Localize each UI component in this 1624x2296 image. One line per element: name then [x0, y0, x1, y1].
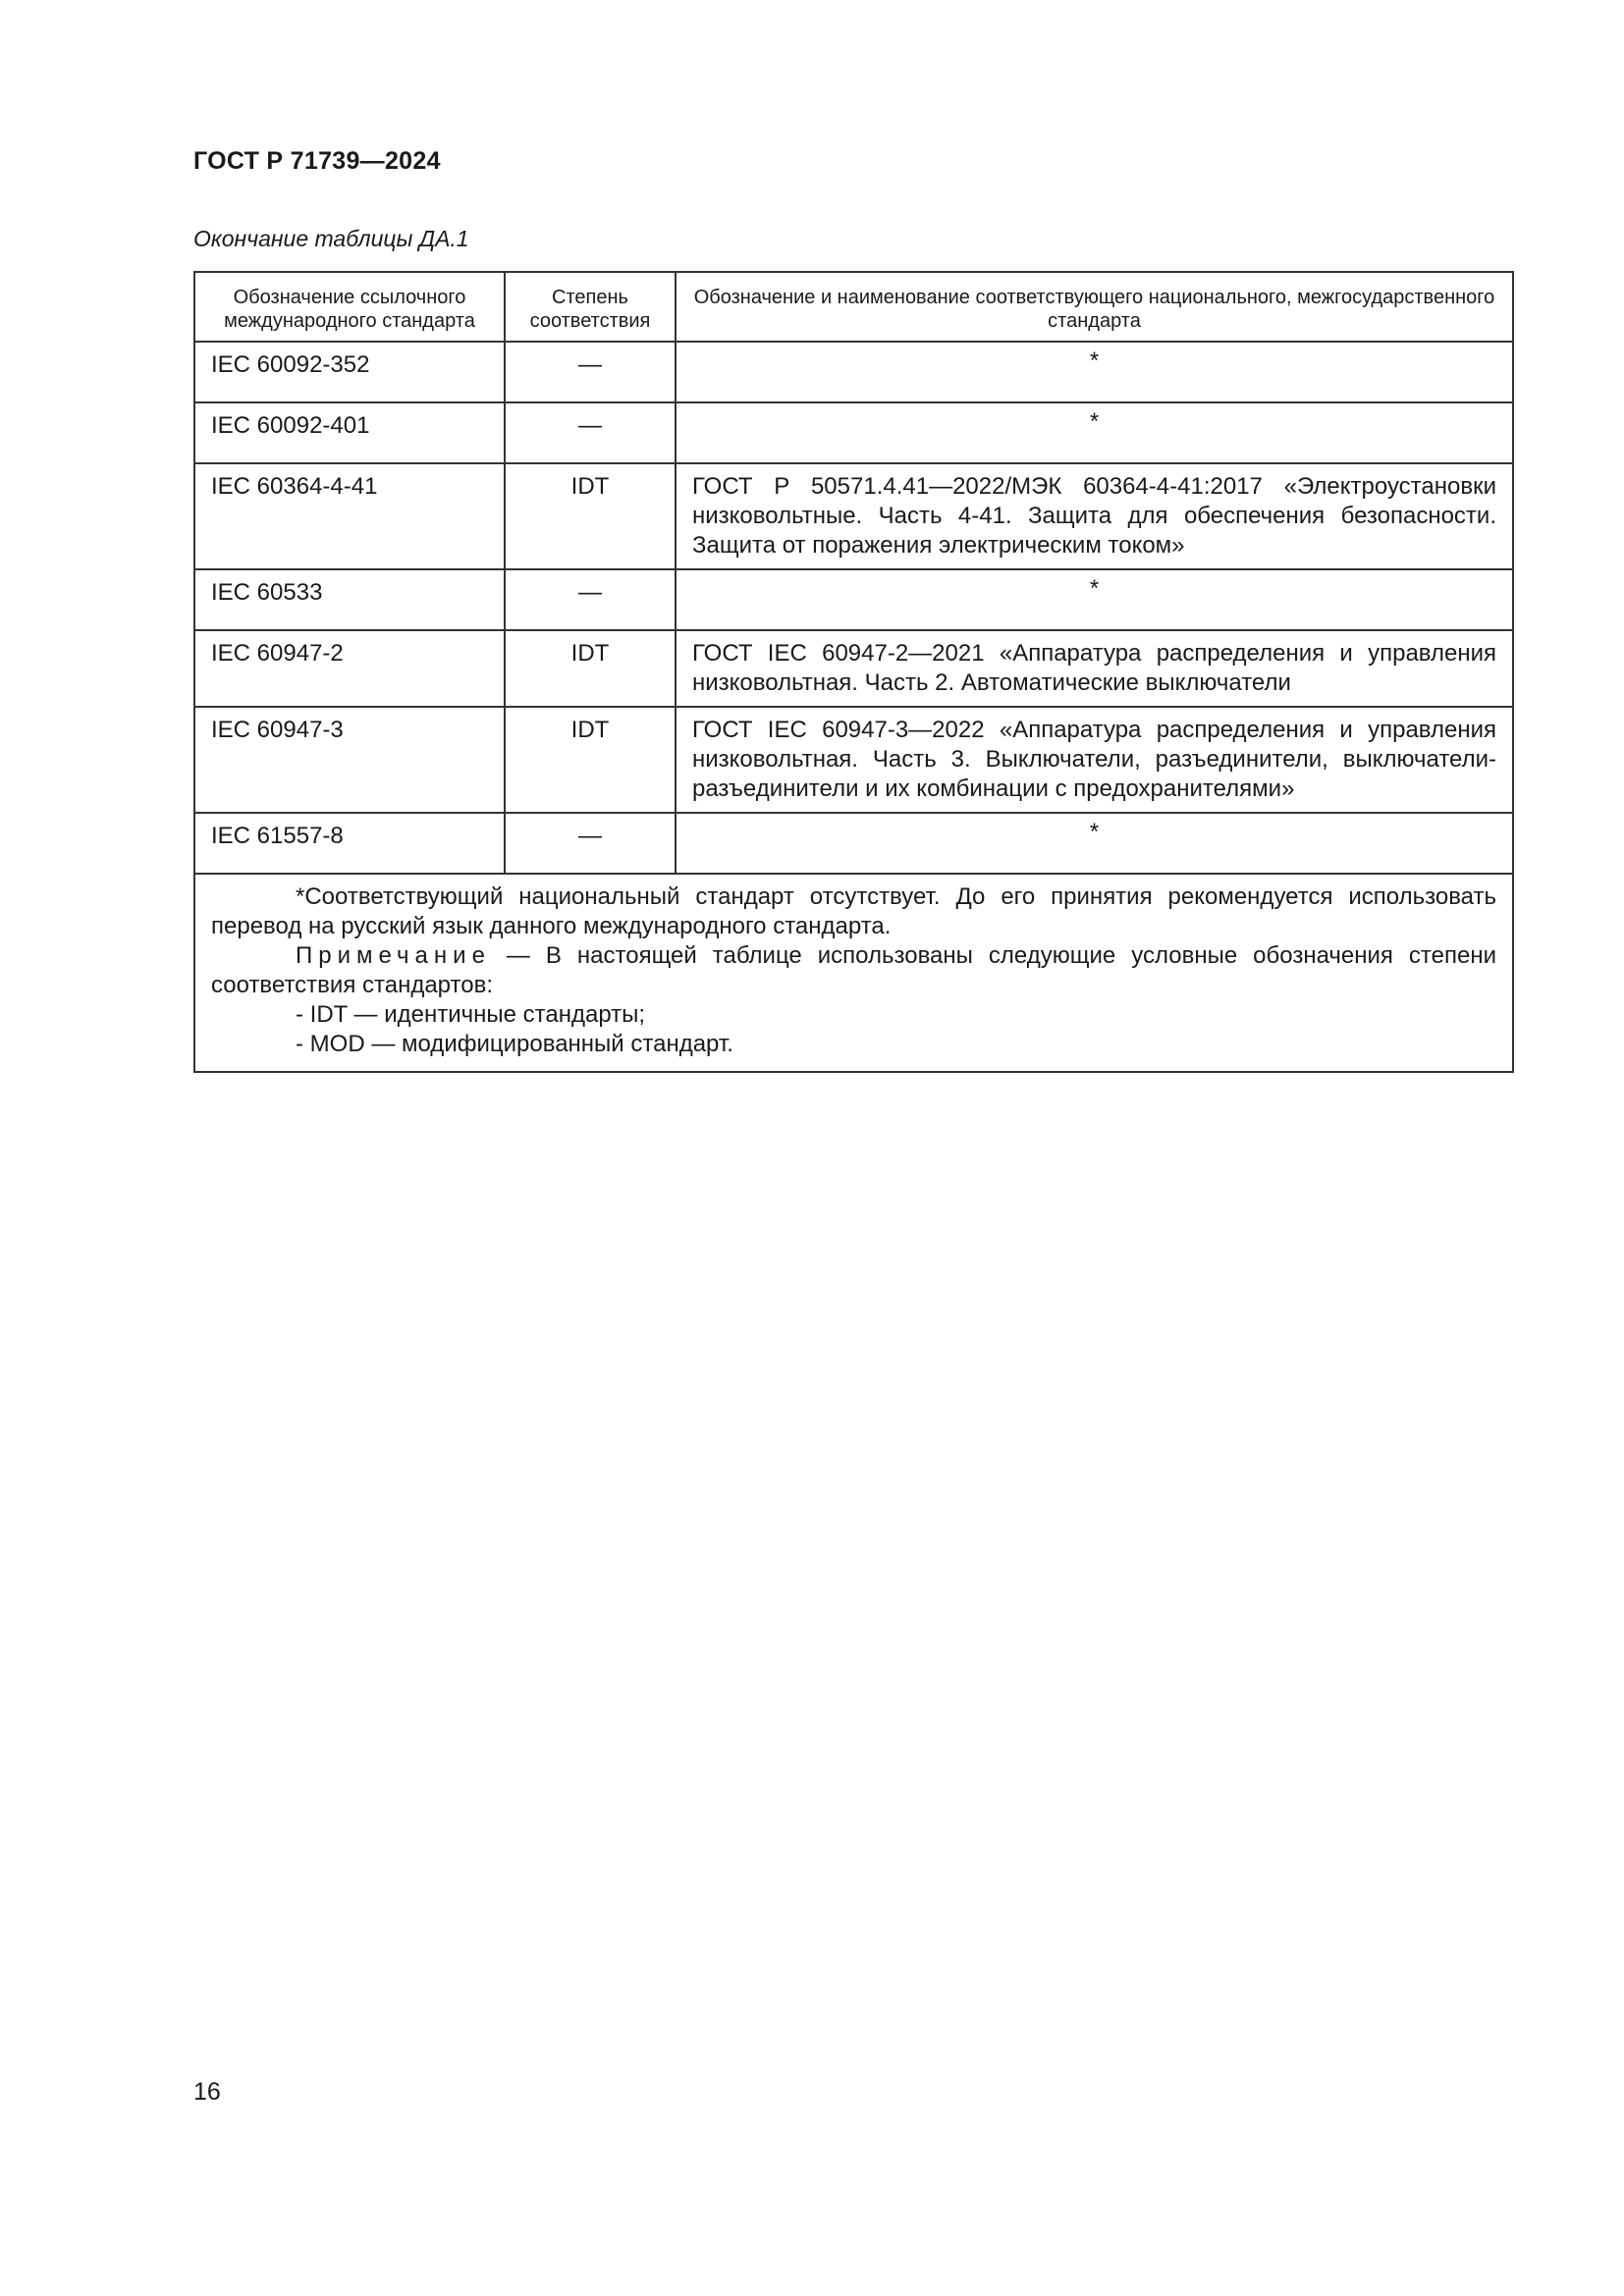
table-row	[194, 813, 1513, 874]
cell-reference: IEC 60364-4-41	[194, 463, 505, 569]
note-text: — В настоящей таблице использованы следующие условные обозначения степени соответствия стандартов:	[211, 942, 1496, 998]
cell-title: *	[676, 813, 1513, 874]
cell-title: *	[676, 402, 1513, 463]
table-row	[194, 463, 1513, 569]
table-row	[194, 569, 1513, 630]
cell-degree: —	[505, 342, 676, 402]
note-paragraph	[211, 941, 1496, 1000]
page-number: 16	[193, 2078, 221, 2106]
document-code: ГОСТ Р 71739—2024	[193, 147, 441, 175]
table-row	[194, 342, 1513, 402]
cell-reference: IEC 60533	[194, 569, 505, 630]
cell-degree: IDT	[505, 463, 676, 569]
cell-degree: —	[505, 569, 676, 630]
cell-degree: —	[505, 402, 676, 463]
table-caption: Окончание таблицы ДА.1	[193, 226, 469, 251]
column-header-national-standard: Обозначение и наименование соответствующего национального, межгосударственного стандарта	[676, 272, 1513, 342]
cell-reference: IEC 60947-2	[194, 630, 505, 707]
cell-title: *	[676, 569, 1513, 630]
cell-degree: —	[505, 813, 676, 874]
note-label: Примечание	[296, 942, 491, 969]
cell-title: *	[676, 342, 1513, 402]
cell-reference: IEC 60947-3	[194, 707, 505, 813]
footnote-text: *Соответствующий национальный стандарт отсутствует. До его принятия рекомендуется использовать перевод на русский язык данного международного стандарта.	[211, 883, 1496, 939]
table-notes	[194, 874, 1513, 1072]
cell-title: ГОСТ IEC 60947-2—2021 «Аппаратура распределения и управления низковольтная. Часть 2. Автоматические выключатели	[676, 630, 1513, 707]
table-row	[194, 630, 1513, 707]
cell-title: ГОСТ IEC 60947-3—2022 «Аппаратура распределения и управления низковольтная. Часть 3. Выключатели, разъединители, выключатели-разъединители и их комбинации с предохранителями»	[676, 707, 1513, 813]
cell-reference: IEC 60092-401	[194, 402, 505, 463]
table-row	[194, 707, 1513, 813]
table-row	[194, 402, 1513, 463]
cell-reference: IEC 61557-8	[194, 813, 505, 874]
cell-title: ГОСТ Р 50571.4.41—2022/МЭК 60364-4-41:2017 «Электроустановки низковольтные. Часть 4-41. Защита для обеспечения безопасности. Защита от поражения электрическим током»	[676, 463, 1513, 569]
cell-reference: IEC 60092-352	[194, 342, 505, 402]
column-header-international-standard: Обозначение ссылочного международного стандарта	[194, 272, 505, 342]
legend-item: - MOD — модифицированный стандарт.	[296, 1031, 733, 1057]
legend-item: - IDT — идентичные стандарты;	[296, 1001, 646, 1028]
reference-standards-table	[193, 271, 1514, 1073]
table-notes-row	[194, 874, 1513, 1072]
cell-degree: IDT	[505, 630, 676, 707]
table-header-row	[194, 272, 1513, 342]
column-header-degree: Степень соответствия	[505, 272, 676, 342]
cell-degree: IDT	[505, 707, 676, 813]
